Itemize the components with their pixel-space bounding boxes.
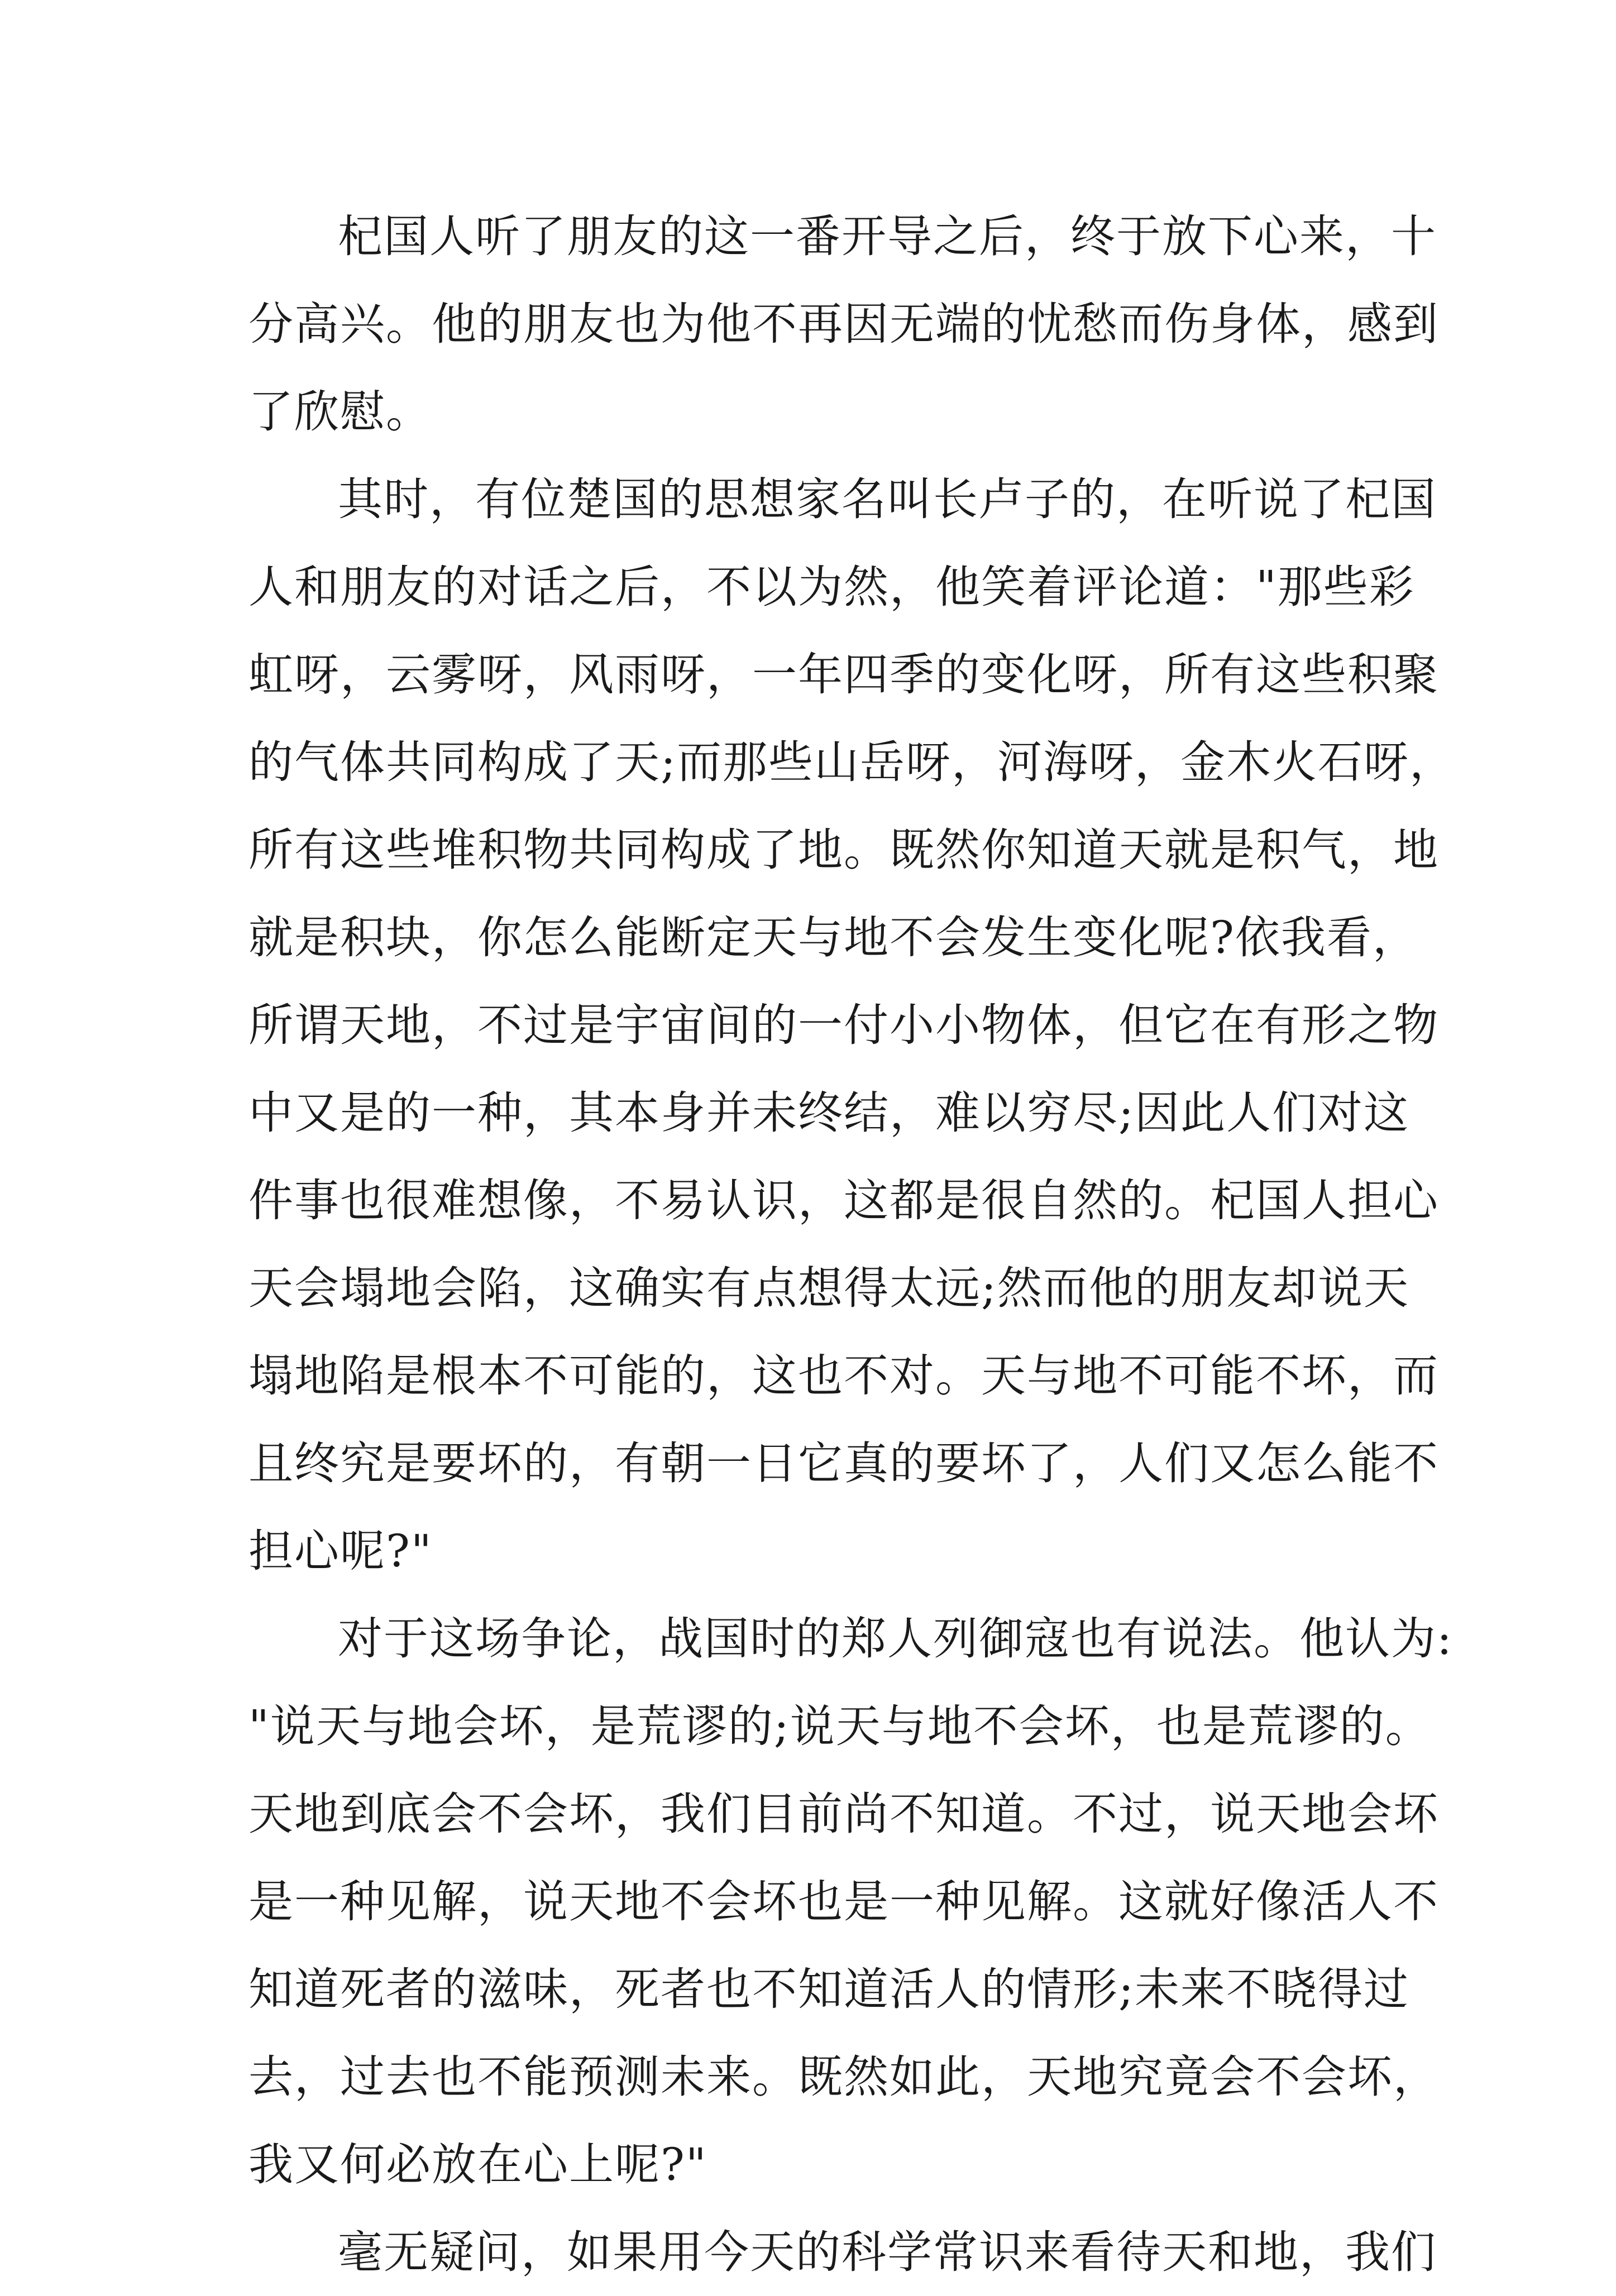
paragraph-line: 的气体共同构成了天;而那些山岳呀，河海呀，金木火石呀，: [248, 736, 1455, 788]
paragraph-line: 担心呢?": [248, 1525, 433, 1577]
paragraph-line: 所谓天地，不过是宇宙间的一付小小物体，但它在有形之物: [248, 999, 1439, 1051]
paragraph-line: 中又是的一种，其本身并未终结，难以穷尽;因此人们对这: [248, 1087, 1409, 1139]
paragraph-line: "说天与地会坏，是荒谬的;说天与地不会坏，也是荒谬的。: [248, 1700, 1431, 1752]
paragraph-line: 人和朋友的对话之后，不以为然，他笑着评论道："那些彩: [248, 561, 1415, 613]
paragraph-line: 去，过去也不能预测未来。既然如此，天地究竟会不会坏，: [248, 2051, 1439, 2103]
paragraph-line: 杞国人听了朋友的这一番开导之后，终于放下心来，十: [338, 210, 1437, 262]
paragraph-line: 知道死者的滋味，死者也不知道活人的情形;未来不晓得过: [248, 1963, 1409, 2015]
paragraph-line: 我又何必放在心上呢?": [248, 2139, 707, 2190]
paragraph-line: 分高兴。他的朋友也为他不再因无端的忧愁而伤身体，感到: [248, 298, 1439, 350]
paragraph-line: 是一种见解，说天地不会坏也是一种见解。这就好像活人不: [248, 1876, 1439, 1928]
paragraph-line: 毫无疑问，如果用今天的科学常识来看待天和地，我们: [338, 2226, 1437, 2278]
paragraph-line: 所有这些堆积物共同构成了地。既然你知道天就是积气，地: [248, 824, 1439, 876]
paragraph-line: 天会塌地会陷，这确实有点想得太远;然而他的朋友却说天: [248, 1262, 1409, 1314]
paragraph-line: 了欣慰。: [248, 386, 432, 438]
paragraph-line: 塌地陷是根本不可能的，这也不对。天与地不可能不坏，而: [248, 1350, 1439, 1402]
paragraph-line: 对于这场争论，战国时的郑人列御寇也有说法。他认为:: [338, 1613, 1453, 1665]
document-body: [248, 193, 1455, 2296]
paragraph-3: [248, 1595, 1453, 2208]
paragraph-2: [248, 456, 1455, 1595]
paragraph-line: 天地到底会不会坏，我们目前尚不知道。不过，说天地会坏: [248, 1788, 1439, 1840]
paragraph-line: 就是积块，你怎么能断定天与地不会发生变化呢?依我看，: [248, 912, 1418, 964]
paragraph-line: 其时，有位楚国的思想家名叫长卢子的，在听说了杞国: [338, 473, 1437, 525]
paragraph-line: 且终究是要坏的，有朝一日它真的要坏了，人们又怎么能不: [248, 1437, 1439, 1489]
paragraph-line: 虹呀，云雾呀，风雨呀，一年四季的变化呀，所有这些积聚: [248, 649, 1439, 701]
paragraph-4: [248, 2208, 1437, 2296]
paragraph-line: 件事也很难想像，不易认识，这都是很自然的。杞国人担心: [248, 1175, 1439, 1226]
paragraph-1: [248, 193, 1439, 456]
